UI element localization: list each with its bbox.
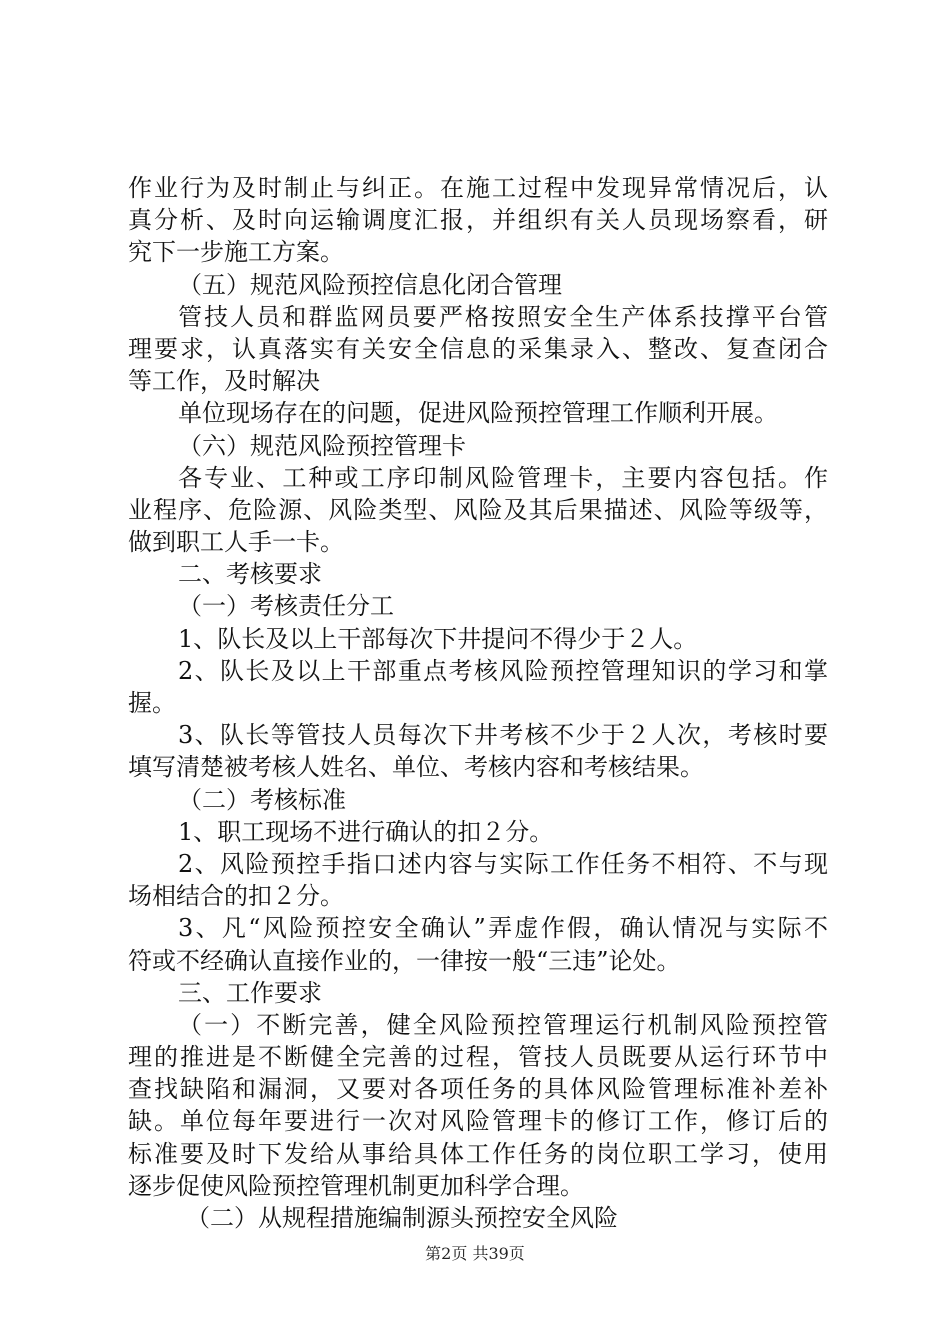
text-line: 作业行为及时制止与纠正。在施工过程中发现异常情况后，认	[128, 174, 828, 202]
text-line: （二）考核标准	[178, 785, 346, 814]
text-line: 业程序、危险源、风险类型、风险及其后果描述、风险等级等，	[128, 495, 828, 524]
text-line: 2、风险预控手指口述内容与实际工作任务不相符、不与现	[178, 849, 828, 878]
text-line: 1、职工现场不进行确认的扣２分。	[178, 817, 554, 846]
text-line: （一）不断完善，健全风险预控管理运行机制风险预控管	[178, 1010, 828, 1039]
text-line: 1、队长及以上干部每次下井提问不得少于２人。	[178, 624, 698, 653]
page-footer: 第2页 共39页	[425, 1244, 525, 1263]
text-line: 理的推进是不断健全完善的过程，管技人员既要从运行环节中	[128, 1043, 828, 1072]
text-line: 管技人员和群监网员要严格按照安全生产体系技撑平台管	[178, 302, 828, 331]
text-line: 场相结合的扣２分。	[128, 882, 344, 911]
text-line: 各专业、工种或工序印制风险管理卡，主要内容包括。作	[178, 463, 828, 492]
text-line: 究下一步施工方案。	[128, 238, 344, 267]
text-line: 单位现场存在的问题，促进风险预控管理工作顺利开展。	[178, 399, 778, 428]
text-line: 真分析、及时向运输调度汇报，并组织有关人员现场察看，研	[128, 206, 828, 235]
text-line: 3、凡“风险预控安全确认”弄虚作假，确认情况与实际不	[178, 914, 828, 943]
text-line: 符或不经确认直接作业的，一律按一般“三违”论处。	[128, 946, 681, 975]
text-line: 3、队长等管技人员每次下井考核不少于２人次，考核时要	[178, 721, 828, 750]
text-line: 缺。单位每年要进行一次对风险管理卡的修订工作，修订后的	[128, 1107, 828, 1136]
text-line: 握。	[128, 689, 176, 717]
text-line: 2、队长及以上干部重点考核风险预控管理知识的学习和掌	[178, 656, 828, 685]
text-line: （六）规范风险预控管理卡	[178, 431, 466, 460]
text-line: 等工作，及时解决	[128, 367, 320, 396]
text-line: （五）规范风险预控信息化闭合管理	[178, 270, 562, 299]
body-text	[128, 172, 828, 1234]
text-line: 三、工作要求	[178, 978, 322, 1007]
text-line: （一）考核责任分工	[178, 592, 394, 621]
text-line: 理要求，认真落实有关安全信息的采集录入、整改、复查闭合	[128, 334, 828, 363]
text-line: 逐步促使风险预控管理机制更加科学合理。	[128, 1171, 584, 1200]
text-line: （二）从规程措施编制源头预控安全风险	[186, 1204, 618, 1232]
text-line: 二、考核要求	[178, 560, 322, 589]
text-line: 填写清楚被考核人姓名、单位、考核内容和考核结果。	[128, 753, 704, 782]
text-line: 查找缺陷和漏洞，又要对各项任务的具体风险管理标准补差补	[128, 1075, 828, 1104]
text-line: 标准要及时下发给从事给具体工作任务的岗位职工学习，使用	[128, 1139, 828, 1168]
text-line: 做到职工人手一卡。	[128, 528, 344, 557]
